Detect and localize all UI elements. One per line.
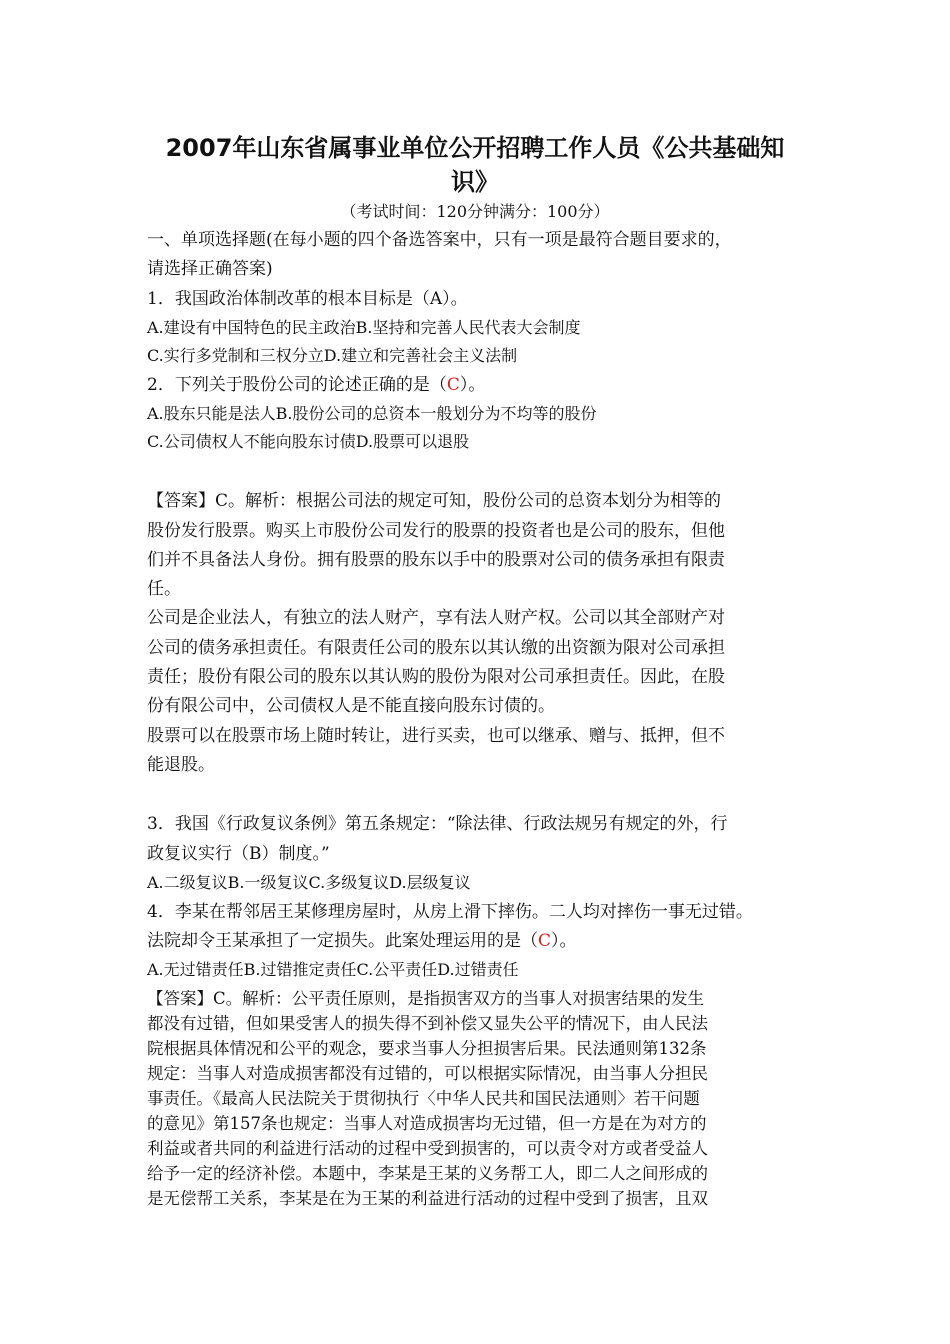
- explanation-line: 股票可以在股票市场上随时转让，进行买卖，也可以继承、赠与、抵押，但不: [147, 726, 725, 746]
- explanation-line: 规定：当事人对造成损害都没有过错的，可以根据实际情况，由当事人分担民: [147, 1064, 708, 1083]
- question-1-options: C.实行多党制和三权分立D.建立和完善社会主义法制: [147, 346, 518, 365]
- explanation-line: 能退股。: [147, 755, 215, 775]
- question-2-options: A.股东只能是法人B.股份公司的总资本一般划分为不均等的股份: [147, 404, 597, 423]
- exam-info: （考试时间：120分钟满分：100分）: [340, 202, 610, 221]
- question-2-stem-end: ）。: [459, 375, 486, 395]
- explanation-line: 事责任。《最高人民法院关于贯彻执行〈中华人民共和国民法通则〉若干问题: [147, 1089, 700, 1108]
- question-1-stem: 1．我国政治体制改革的根本目标是（A）。: [147, 289, 468, 309]
- question-2-answer: C: [446, 375, 460, 395]
- question-3-stem-continued: 政复议实行（B）制度。”: [147, 844, 330, 864]
- question-4-options: A.无过错责任B.过错推定责任C.公平责任D.过错责任: [147, 960, 519, 979]
- explanation-line: 【答案】C。解析：根据公司法的规定可知，股份公司的总资本划分为相等的: [147, 491, 722, 511]
- question-3-options: A.二级复议B.一级复议C.多级复议D.层级复议: [147, 873, 471, 892]
- question-1-options: A.建设有中国特色的民主政治B.坚持和完善人民代表大会制度: [147, 318, 581, 337]
- explanation-line: 份有限公司中，公司债权人是不能直接向股东讨债的。: [147, 696, 555, 716]
- explanation-line: 是无偿帮工关系，李某是在为王某的利益进行活动的过程中受到了损害，且双: [147, 1189, 708, 1208]
- question-2-options: C.公司债权人不能向股东讨债D.股票可以退股: [147, 432, 470, 451]
- question-4-stem-end: ）。: [551, 931, 577, 951]
- explanation-line: 【答案】C。解析：公平责任原则，是指损害双方的当事人对损害结果的发生: [147, 989, 705, 1008]
- explanation-line: 的意见》第157条也规定：当事人对造成损害均无过错，但一方是在为对方的: [147, 1114, 707, 1133]
- question-4-answer: C: [538, 931, 552, 951]
- question-4-stem-continued: [147, 929, 577, 953]
- question-2-stem: [147, 373, 485, 397]
- question-3-stem: 3．我国《行政复议条例》第五条规定：“除法律、行政法规另有规定的外，行: [147, 814, 728, 834]
- section-heading: 一、单项选择题(在每小题的四个备选答案中，只有一项是最符合题目要求的，: [147, 230, 732, 250]
- explanation-line: 院根据具体情况和公平的观念，要求当事人分担损害后果。民法通则第132条: [147, 1039, 707, 1058]
- document-title: 2007年山东省属事业单位公开招聘工作人员《公共基础知: [165, 134, 785, 162]
- explanation-line: 任。: [147, 579, 181, 599]
- document-title-continued: 识》: [451, 168, 499, 196]
- explanation-line: 股份发行股票。购买上市股份公司发行的股票的投资者也是公司的股东，但他: [147, 521, 725, 541]
- explanation-line: 利益或者共同的利益进行活动的过程中受到损害的，可以责令对方或者受益人: [147, 1139, 708, 1158]
- section-heading-continued: 请选择正确答案): [147, 259, 273, 279]
- explanation-line: 公司的债务承担责任。有限责任公司的股东以其认缴的出资额为限对公司承担: [147, 638, 725, 658]
- explanation-line: 们并不具备法人身份。拥有股票的股东以手中的股票对公司的债务承担有限责: [147, 550, 725, 570]
- question-4-stem: 4．李某在帮邻居王某修理房屋时，从房上滑下摔伤。二人均对摔伤一事无过错。: [147, 902, 753, 922]
- question-2-stem-text: 2．下列关于股份公司的论述正确的是（: [147, 375, 447, 395]
- explanation-line: 责任；股份有限公司的股东以其认购的股份为限对公司承担责任。因此，在股: [147, 667, 725, 687]
- explanation-line: 公司是企业法人，有独立的法人财产，享有法人财产权。公司以其全部财产对: [147, 608, 725, 628]
- explanation-line: 给予一定的经济补偿。本题中，李某是王某的义务帮工人，即二人之间形成的: [147, 1164, 708, 1183]
- question-4-stem-text: 法院却令王某承担了一定损失。此案处理运用的是（: [147, 931, 538, 951]
- explanation-line: 都没有过错，但如果受害人的损失得不到补偿又显失公平的情况下，由人民法: [147, 1014, 708, 1033]
